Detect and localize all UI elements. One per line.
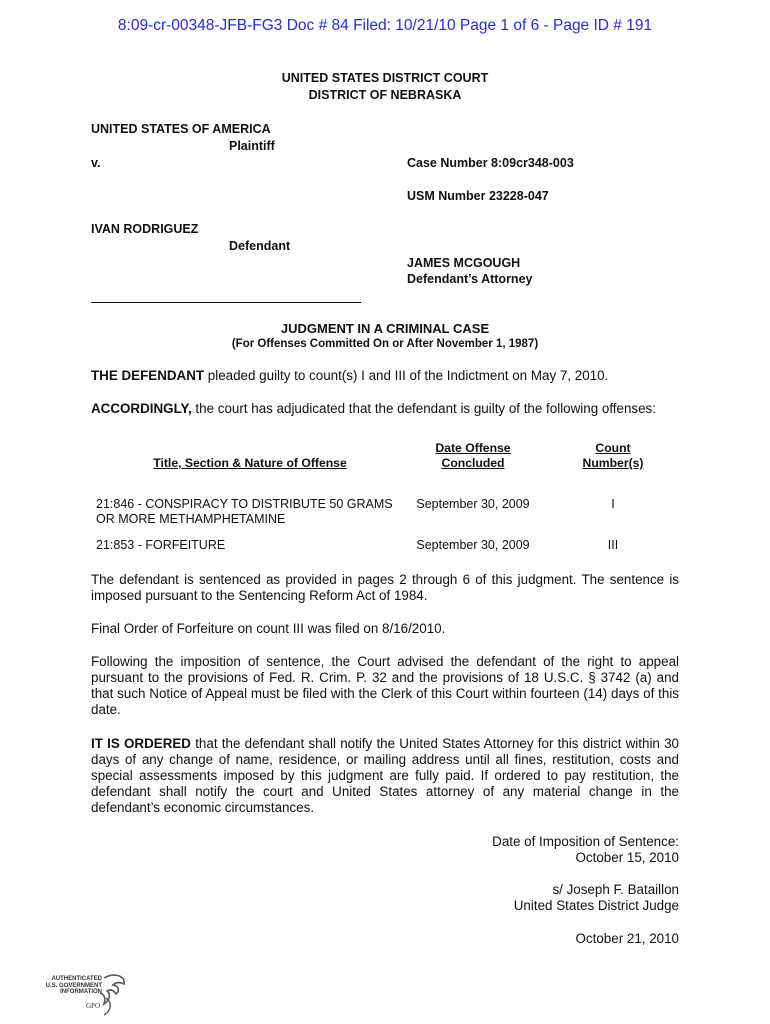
ordered-paragraph <box>91 736 679 816</box>
court-name: UNITED STATES DISTRICT COURT <box>281 71 489 85</box>
judge-signature: s/ Joseph F. Bataillon <box>552 882 679 897</box>
seal-gpo-label: GPO <box>86 1002 101 1010</box>
header-date-line1: Date Offense <box>435 441 511 455</box>
attorney-name: JAMES MCGOUGH <box>407 256 521 270</box>
judgment-subtitle: (For Offenses Committed On or After November 1, 1987) <box>231 338 539 350</box>
eagle-icon <box>40 972 130 1017</box>
row2-offense-line1: 21:853 - FORFEITURE <box>96 538 226 552</box>
caption-divider <box>91 302 361 303</box>
row1-offense-line1: 21:846 - CONSPIRACY TO DISTRIBUTE 50 GRAMS <box>96 497 393 511</box>
defendant-role: Defendant <box>229 239 291 253</box>
forfeiture-paragraph: Final Order of Forfeiture on count III was filed on 8/16/2010. <box>91 621 446 636</box>
case-number: Case Number 8:09cr348-003 <box>407 156 574 170</box>
usm-number: USM Number 23228-047 <box>407 189 549 203</box>
row1-date: September 30, 2009 <box>416 497 530 511</box>
ordered-lead: IT IS ORDERED <box>91 736 191 751</box>
row1-offense-line2: OR MORE METHAMPHETAMINE <box>96 512 286 526</box>
gpo-authentication-seal <box>40 972 130 1017</box>
header-count-line2: Number(s) <box>582 456 644 470</box>
appeal-paragraph: Following the imposition of sentence, the Court advised the defendant of the right to appeal pursuant to the provisions of Fed. R. Crim. P. 32 and the provisions of 18 U.S.C. § 3742 (a) and that such Notice of Appeal must be filed with the Clerk of this Court within fourteen (14) days of this date. <box>91 654 679 717</box>
row1-count: I <box>611 497 615 511</box>
ordered-text: that the defendant shall notify the United States Attorney for this district within 30 days of any change of name, residence, or mailing address until all fines, restitution, costs and special assessments imposed by this judgment are fully paid. If ordered to pay restitution, the defendant shall notify the court and United States attorney of any material change in the defendant’s economic circumstances. <box>91 736 679 815</box>
sentenced-paragraph: The defendant is sentenced as provided in pages 2 through 6 of this judgment. The sentence is imposed pursuant to the Sentencing Reform Act of 1984. <box>91 572 679 603</box>
plaintiff-name: UNITED STATES OF AMERICA <box>91 122 271 136</box>
imposition-label: Date of Imposition of Sentence: <box>492 834 679 849</box>
signed-date: October 21, 2010 <box>575 931 679 946</box>
header-count-line1: Count <box>595 441 631 455</box>
adjudication-text: the court has adjudicated that the defendant is guilty of the following offenses: <box>191 401 656 416</box>
filing-stamp-header: 8:09-cr-00348-JFB-FG3 Doc # 84 Filed: 10/21/10 Page 1 of 6 - Page ID # 191 <box>117 17 653 34</box>
adjudication-lead: ACCORDINGLY, <box>91 401 192 416</box>
attorney-role: Defendant’s Attorney <box>407 272 533 286</box>
plea-lead: THE DEFENDANT <box>91 368 205 383</box>
judge-title: United States District Judge <box>513 898 679 913</box>
plea-text: pleaded guilty to count(s) I and III of the Indictment on May 7, 2010. <box>204 368 609 383</box>
adjudication-paragraph <box>91 401 679 417</box>
judgment-title: JUDGMENT IN A CRIMINAL CASE <box>280 321 490 336</box>
plea-paragraph <box>91 368 679 384</box>
seal-text: AUTHENTICATED U.S. GOVERNMENT INFORMATION <box>45 976 102 995</box>
header-offense: Title, Section & Nature of Offense <box>153 456 347 470</box>
imposition-date: October 15, 2010 <box>575 850 679 865</box>
defendant-name: IVAN RODRIGUEZ <box>91 222 199 236</box>
row2-date: September 30, 2009 <box>416 538 530 552</box>
plaintiff-role: Plaintiff <box>229 139 275 153</box>
versus-label: v. <box>91 156 101 170</box>
header-date-line2: Concluded <box>441 456 505 470</box>
row2-count: III <box>607 538 619 552</box>
court-district: DISTRICT OF NEBRASKA <box>308 88 462 102</box>
